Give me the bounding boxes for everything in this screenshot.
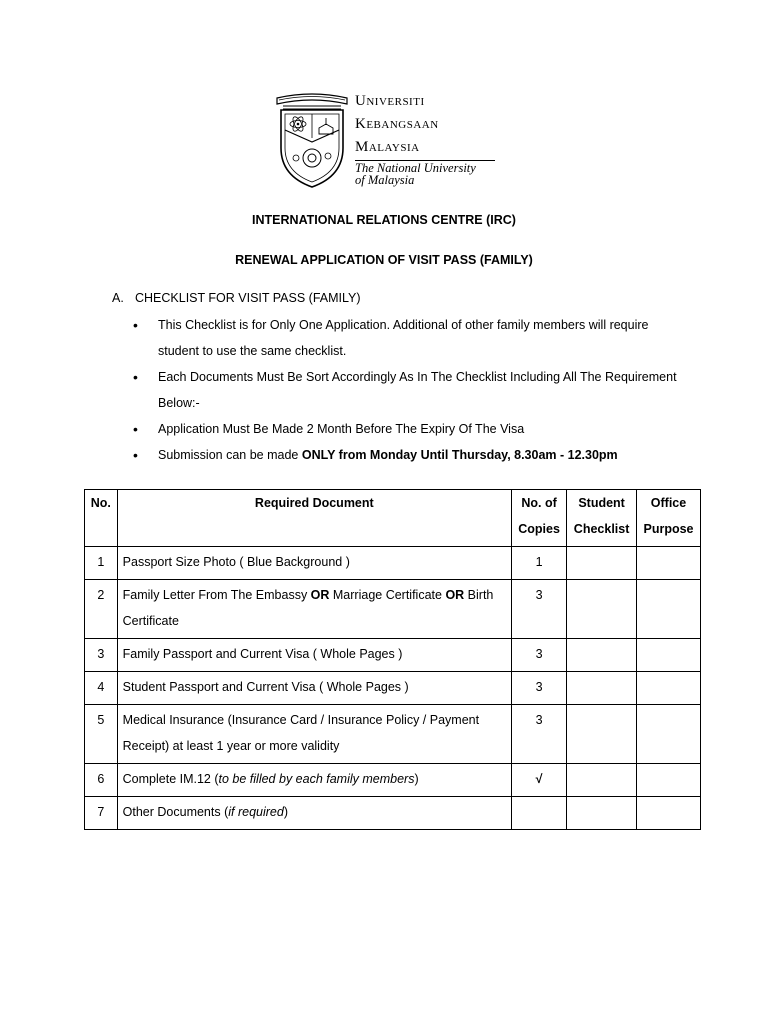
student-checklist-cell[interactable] <box>567 672 637 705</box>
table-row <box>85 672 701 705</box>
office-purpose-cell <box>637 764 701 797</box>
university-subtitle-line-1: The National University <box>355 161 476 175</box>
student-checklist-cell[interactable] <box>567 547 637 580</box>
table-header-row <box>85 490 701 547</box>
university-name <box>355 90 495 186</box>
table-row <box>85 547 701 580</box>
row-document: Medical Insurance (Insurance Card / Insurance Policy / Payment Receipt) at least 1 year or more validity <box>117 705 511 764</box>
centre-title: INTERNATIONAL RELATIONS CENTRE (IRC) <box>252 213 516 227</box>
doc-italic: if required <box>228 805 284 819</box>
doc-italic: to be filled by each family members <box>218 772 415 786</box>
doc-part: ) <box>414 772 419 786</box>
row-document <box>117 764 511 797</box>
submission-text: Submission can be made <box>158 448 302 462</box>
office-purpose-cell <box>637 639 701 672</box>
section-heading <box>112 291 361 305</box>
row-document: Passport Size Photo ( Blue Background ) <box>117 547 511 580</box>
submission-hours: ONLY from Monday Until Thursday, 8.30am - 12.30pm <box>301 448 618 462</box>
form-title: RENEWAL APPLICATION OF VISIT PASS (FAMILY) <box>235 253 533 267</box>
row-number: 6 <box>85 764 118 797</box>
row-number: 2 <box>85 580 118 639</box>
row-number: 5 <box>85 705 118 764</box>
row-number: 1 <box>85 547 118 580</box>
row-document: Student Passport and Current Visa ( Whole Pages ) <box>117 672 511 705</box>
row-copies: √ <box>511 764 566 797</box>
row-copies <box>511 797 566 830</box>
office-purpose-cell <box>637 580 701 639</box>
doc-part: Birth Certificate <box>122 588 494 628</box>
row-copies: 3 <box>511 639 566 672</box>
header-required-document: Required Document <box>117 490 511 547</box>
doc-or: OR <box>310 588 330 602</box>
doc-part: Marriage Certificate <box>329 588 446 602</box>
row-document: Family Passport and Current Visa ( Whole Pages ) <box>117 639 511 672</box>
row-copies: 3 <box>511 705 566 764</box>
office-purpose-cell <box>637 547 701 580</box>
doc-or: OR <box>445 588 465 602</box>
university-logo <box>273 90 503 190</box>
university-crest-icon <box>273 90 351 190</box>
student-checklist-cell[interactable] <box>567 580 637 639</box>
office-purpose-cell <box>637 797 701 830</box>
row-number: 3 <box>85 639 118 672</box>
header-no: No. <box>85 490 118 547</box>
student-checklist-cell[interactable] <box>567 797 637 830</box>
office-purpose-cell <box>637 705 701 764</box>
row-copies: 1 <box>511 547 566 580</box>
header-student-checklist: Student Checklist <box>567 490 637 547</box>
university-name-line-3: Malaysia <box>355 139 420 155</box>
student-checklist-cell[interactable] <box>567 639 637 672</box>
table-row <box>85 797 701 830</box>
student-checklist-cell[interactable] <box>567 764 637 797</box>
row-document <box>117 580 511 639</box>
note-item: • Each Documents Must Be Sort Accordingly As In The Checklist Including All The Requirement Below:- <box>130 364 690 416</box>
university-name-line-1: Universiti <box>355 93 425 109</box>
required-documents-table <box>84 489 701 830</box>
table-row <box>85 764 701 797</box>
row-copies: 3 <box>511 672 566 705</box>
row-number: 4 <box>85 672 118 705</box>
row-number: 7 <box>85 797 118 830</box>
table-row <box>85 580 701 639</box>
row-copies: 3 <box>511 580 566 639</box>
office-purpose-cell <box>637 672 701 705</box>
university-subtitle-line-2: of Malaysia <box>355 173 415 187</box>
table-row <box>85 705 701 764</box>
student-checklist-cell[interactable] <box>567 705 637 764</box>
doc-part: Complete IM.12 ( <box>122 772 219 786</box>
header-office-purpose: Office Purpose <box>637 490 701 547</box>
checklist-notes <box>130 312 690 468</box>
doc-part: ) <box>283 805 289 819</box>
note-item-submission <box>130 442 690 468</box>
section-heading-prefix: CHECKLIST FOR VISIT PASS <box>135 291 306 305</box>
section-letter: A. <box>112 291 124 305</box>
note-item: • This Checklist is for Only One Application. Additional of other family members will require student to use the same checklist. <box>130 312 690 364</box>
header-copies: No. of Copies <box>511 490 566 547</box>
doc-part: Family Letter From The Embassy <box>122 588 311 602</box>
doc-part: Other Documents ( <box>122 805 229 819</box>
note-item: • Application Must Be Made 2 Month Before The Expiry Of The Visa <box>130 416 690 442</box>
table-row <box>85 639 701 672</box>
university-name-line-2: Kebangsaan <box>355 116 439 132</box>
row-document <box>117 797 511 830</box>
section-heading-suffix: (FAMILY) <box>305 291 361 305</box>
